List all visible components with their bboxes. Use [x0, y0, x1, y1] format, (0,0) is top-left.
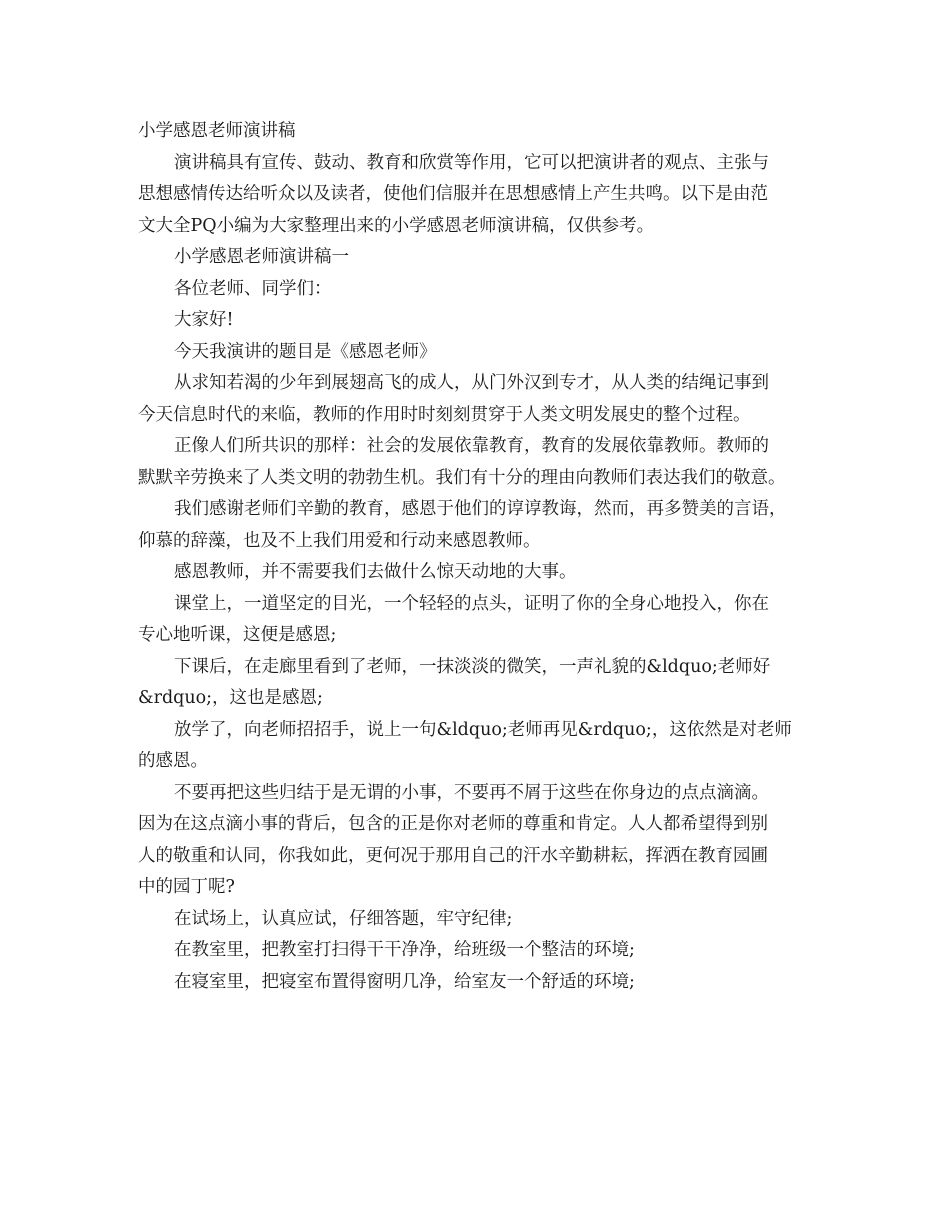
- text-line: 正像人们所共识的那样：社会的发展依靠教育，教育的发展依靠教师。教师的: [174, 436, 769, 456]
- text-line: 人的敬重和认同，你我如此，更何况于那用自己的汗水辛勤耕耘，挥洒在教育园圃: [138, 845, 768, 866]
- document-body: [138, 148, 814, 999]
- text-line: &rdquo;，这也是感恩;: [138, 688, 323, 708]
- text-line: 放学了，向老师招招手，说上一句&ldquo;老师再见&rdquo;，这依然是对老师: [174, 719, 792, 740]
- text-line: 在教室里，把教室打扫得干干净净，给班级一个整洁的环境;: [174, 940, 635, 960]
- text-line: 感恩教师，并不需要我们去做什么惊天动地的大事。: [174, 562, 577, 582]
- text-line: 因为在这点滴小事的背后，包含的正是你对老师的尊重和肯定。人人都希望得到别: [138, 814, 768, 834]
- text-line: 下课后，在走廊里看到了老师，一抹淡淡的微笑，一声礼貌的&ldquo;老师好: [174, 656, 771, 677]
- text-line: 今天信息时代的来临，教师的作用时时刻刻贯穿于人类文明发展史的整个过程。: [138, 404, 751, 425]
- text-line: 从求知若渴的少年到展翅高飞的成人，从门外汉到专才，从人类的结绳记事到: [174, 373, 769, 393]
- text-line: 默默辛劳换来了人类文明的勃勃生机。我们有十分的理由向教师们表达我们的敬意。: [138, 467, 786, 488]
- text-line: 在试场上，认真应试，仔细答题，牢守纪律;: [174, 908, 513, 929]
- text-line: 仰慕的辞藻，也及不上我们用爱和行动来感恩教师。: [138, 530, 541, 551]
- text-line: 思想感情传达给听众以及读者，使他们信服并在思想感情上产生共鸣。以下是由范: [138, 184, 768, 204]
- text-line: 各位老师、同学们：: [174, 278, 332, 299]
- text-line: 课堂上，一道坚定的目光，一个轻轻的点头，证明了你的全身心地投入，你在: [174, 593, 769, 614]
- text-line: 大家好!: [174, 310, 234, 330]
- text-line: 今天我演讲的题目是《感恩老师》: [174, 341, 437, 362]
- text-line: 在寝室里，把寝室布置得窗明几净，给室友一个舒适的环境;: [174, 971, 635, 992]
- text-line: 我们感谢老师们辛勤的教育，感恩于他们的谆谆教诲，然而，再多赞美的言语，: [174, 499, 787, 519]
- document-page: [138, 116, 814, 998]
- document-title: 小学感恩老师演讲稿: [138, 121, 296, 141]
- text-line: 中的园丁呢?: [138, 877, 235, 897]
- text-line: 演讲稿具有宣传、鼓动、教育和欣赏等作用，它可以把演讲者的观点、主张与: [174, 152, 769, 173]
- text-line: 的感恩。: [138, 751, 208, 771]
- text-line: 文大全PQ小编为大家整理出来的小学感恩老师演讲稿，仅供参考。: [138, 215, 655, 236]
- text-line: 专心地听课，这便是感恩;: [138, 625, 337, 645]
- text-line: 不要再把这些归结于是无谓的小事，不要再不屑于这些在你身边的点点滴滴。: [174, 782, 769, 803]
- text-line: 小学感恩老师演讲稿一: [174, 247, 349, 267]
